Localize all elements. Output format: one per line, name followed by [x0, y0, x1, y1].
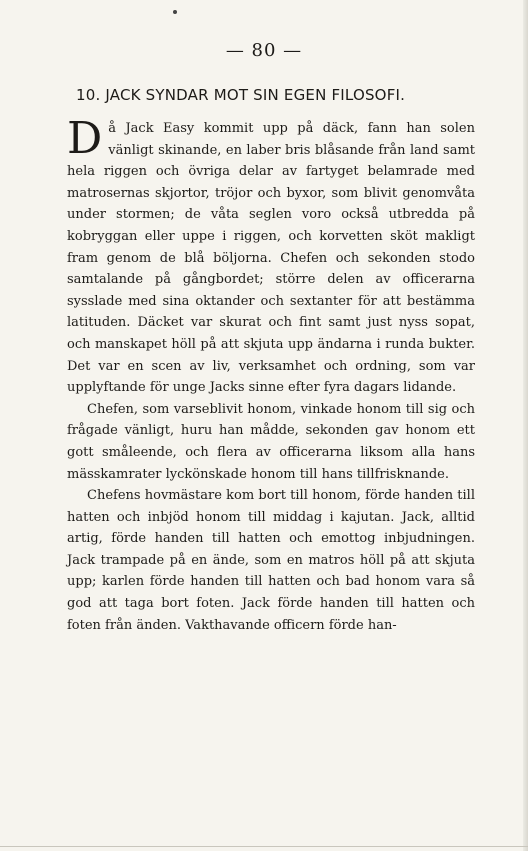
page-edge — [523, 0, 528, 851]
paragraph-1 — [67, 113, 475, 399]
paragraph-1-text: å Jack Easy kommit upp på däck, fann han solen vänligt skinande, en laber bris blåsande från land samt hela riggen och övriga delar av fartyget belamrade med matrosernas skjortor, tröjor och byxor, som blivit genomvåta under stormen; de våta seglen voro också utbredda på kobryggan eller uppe i riggen, och korvetten sköt makligt fram genom de blå böljorna. Chefen och sekonden stodo samtalande på gångbordet; större delen av officerarna sysslade med sina oktander och sextanter för att bestämma latituden. Däcket var skurat och fint samt just nyss sopat, och manskapet höll på att skjuta upp ändarna i runda bukter. Det var en scen av liv, verksamhet och ordning, som var upplyftande för unge Jacks sinne efter fyra dagars lidande. — [67, 121, 475, 396]
bottom-edge — [0, 846, 528, 847]
paragraph-3: Chefens hovmästare kom bort till honom, förde handen till hatten och inbjöd honom till middag i kajutan. Jack, alltid artig, förde handen till hatten och emottog inbjudningen. Jack trampade på en ände, som en matros höll på att skjuta upp; karlen förde handen till hatten och bad honom vara så god att taga bort foten. Jack förde handen till hatten och foten från änden. Vakthavande officern förde han- — [67, 488, 475, 633]
ink-dot — [173, 10, 177, 14]
page-number: — 80 — — [225, 40, 303, 61]
body-text — [67, 113, 475, 636]
chapter-title: 10. JACK SYNDAR MOT SIN EGEN FILOSOFI. — [76, 86, 406, 104]
paragraph-2: Chefen, som varseblivit honom, vinkade honom till sig och frågade vänligt, huru han mådde, sekonden gav honom ett gott småleende, och flera av officerarna liksom alla hans mässkamrater lyckönskade honom till hans tillfrisknande. — [67, 401, 475, 482]
drop-cap: D — [67, 113, 103, 164]
